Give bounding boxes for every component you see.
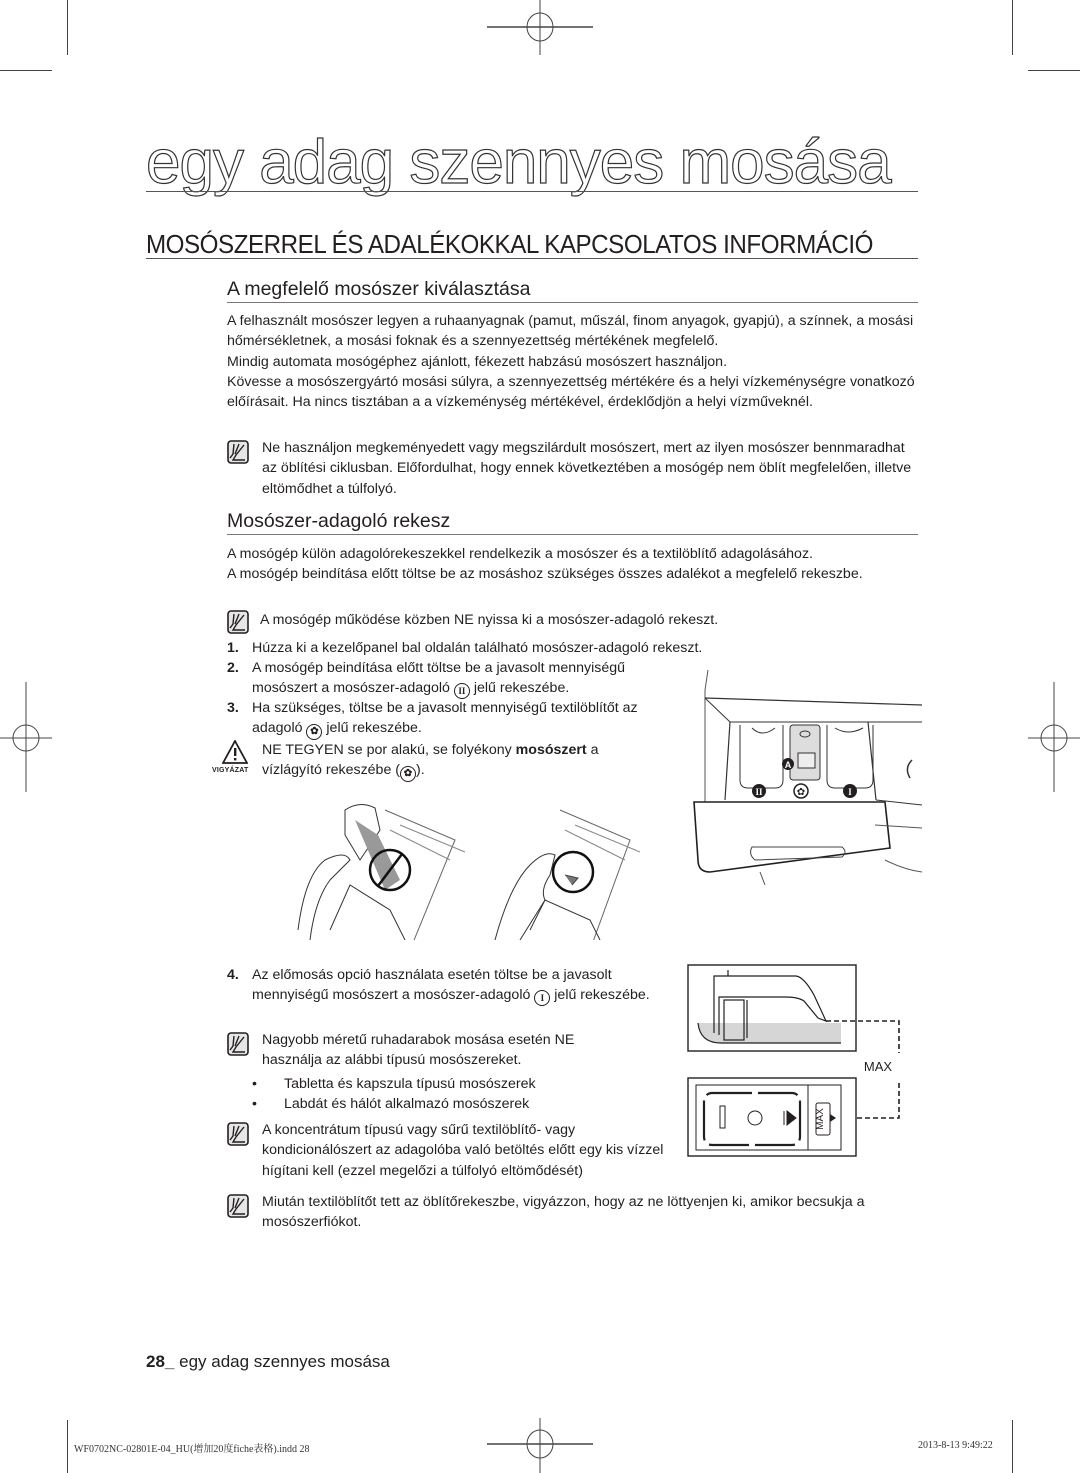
registration-mark-right (1025, 682, 1080, 792)
registration-mark-left (0, 682, 55, 792)
paragraph: A mosógép külön adagolórekeszekkel rendelkezik a mosószer és a textilöblítő adagolásához. (227, 546, 813, 562)
dispenser-drawer-illustration (690, 660, 922, 885)
note-concentrated-softener (227, 1120, 677, 1182)
caution-text-bold: mosószert (515, 742, 587, 758)
max-tag: MAX (815, 1108, 826, 1130)
caution-label: VIGYÁZAT (212, 767, 249, 774)
compartment-II-icon: II (454, 683, 470, 699)
bullet-list (252, 1074, 536, 1115)
step-text-part: jelű rekeszébe. (326, 720, 422, 737)
powder-in-softener-prohibited-illustration (290, 790, 470, 940)
subsection-heading-detergent-choice: A megfelelő mosószer kiválasztása (227, 278, 531, 300)
dispenser-text (227, 544, 927, 585)
note-large-items (227, 1030, 657, 1072)
caution-text-part: NE TEGYEN se por alakú, se folyékony (262, 742, 512, 758)
slug-file-info: WF0702NC-02801E-04_HU(增加20度fiche表格).indd 28 (74, 1444, 310, 1455)
step-text-part: Az előmosás opció használata esetén töltse be a javasolt mennyiségű mosószert a mosószer-adagoló (252, 967, 612, 1004)
step-text (252, 965, 682, 1006)
step-text (252, 658, 682, 699)
caution-block (212, 740, 692, 784)
note-softener-spill (227, 1192, 917, 1234)
softener-flower-icon: ✿ (306, 724, 322, 740)
compartment-label-i: I (848, 787, 852, 797)
caution-text (262, 740, 642, 782)
step-text-part: jelű rekeszébe. (473, 680, 570, 697)
crop-mark-top-left-v (67, 0, 68, 55)
note-text: A mosógép működése közben NE nyissa ki a mosószer-adagoló rekeszt. (260, 612, 719, 628)
note-do-not-open (227, 610, 917, 636)
paragraph: A mosógép beindítása előtt töltse be az mosáshoz szükséges összes adalékot a megfelelő rekeszbe. (227, 566, 863, 583)
footer-title: egy adag szennyes mosása (179, 1352, 390, 1371)
crop-mark-bottom-right-v (1012, 1420, 1013, 1473)
liquid-in-softener-prohibited-illustration (450, 790, 640, 940)
note-pencil-icon (227, 1032, 249, 1056)
list-item: • Labdát és hálót alkalmazó mosószerek (252, 1094, 536, 1114)
subsection-rule-2 (227, 534, 918, 535)
list-item: • Tabletta és kapszula típusú mosószerek (252, 1074, 536, 1094)
note-pencil-icon (227, 440, 249, 464)
page-footer (146, 1352, 390, 1372)
crop-mark-top-right-h (1028, 70, 1080, 71)
step-text: Húzza ki a kezelőpanel bal oldalán található mosószer-adagoló rekeszt. (252, 640, 703, 656)
note-pencil-icon (227, 610, 249, 634)
step-number: 2. (227, 660, 239, 676)
section-heading: MOSÓSZERREL ÉS ADALÉKOKKAL KAPCSOLATOS INFORMÁCIÓ (146, 229, 873, 259)
note-pencil-icon (227, 1122, 249, 1146)
step-text-part: Ha szükséges, töltse be a javasolt mennyiségű textilöblítőt az adagoló (252, 700, 638, 737)
subsection-rule-1 (227, 302, 918, 303)
note-text: Ne használjon megkeményedett vagy megszilárdult mosószert, mert az ilyen mosószer bennmaradhat az öblítési ciklusban. Előfordulhat, hogy ennek következtében a mosógép nem öblít megfelelően, illetve eltömődhet a túlfolyó. (262, 440, 912, 497)
note-hardened-detergent (227, 438, 917, 500)
note-pencil-icon (227, 1194, 249, 1218)
compartment-label-a: A (784, 760, 792, 770)
compartment-label-ii: II (755, 787, 763, 797)
subsection-heading-dispenser: Mosószer-adagoló rekesz (227, 510, 451, 532)
detergent-choice-text (227, 311, 942, 412)
max-label: MAX (863, 1059, 893, 1074)
crop-mark-top-left-h (0, 70, 52, 71)
compartment-I-icon: I (534, 990, 550, 1006)
paragraph: Mindig automata mosógéphez ajánlott, fékezett habzású mosószert használjon. (227, 353, 728, 370)
note-text: Miután textilöblítőt tett az öblítőrekeszbe, vigyázzon, hogy az ne löttyenjen ki, amikor becsukja a mosószerfiókot. (262, 1194, 865, 1231)
step-number: 4. (227, 967, 239, 983)
crop-mark-top-right-v (1012, 0, 1013, 55)
step-number: 3. (227, 700, 239, 716)
caution-text-part: a vízlágyító rekeszébe ( (262, 742, 599, 779)
step-number: 1. (227, 640, 239, 656)
slug-timestamp: 2013-8-13 9:49:22 (918, 1440, 993, 1451)
crop-mark-bottom-left-v (67, 1420, 68, 1473)
softener-flower-icon: ✿ (400, 766, 416, 782)
step-text (252, 698, 682, 740)
warning-triangle-icon (222, 740, 248, 764)
page-number: 28_ (146, 1352, 175, 1371)
note-text: A koncentrátum típusú vagy sűrű textilöblítő- vagy kondicionálószert az adagolóba való betöltés előtt egy kis vízzel hígítani kell (ezzel megelőzi a túlfolyó eltömődését) (262, 1122, 664, 1179)
registration-mark-top (487, 0, 593, 55)
chapter-title: egy adag szennyes mosása (146, 128, 891, 197)
paragraph: Kövesse a mosószergyártó mosási súlyra, a szennyezettség mértékére és a helyi vízkeménységre vonatkozó előírásait. Ha nincs tisztában a a vízkeménység mértékével, érdeklődjön a helyi vízműveknél. (227, 373, 915, 411)
caution-text-part: ). (416, 762, 425, 779)
paragraph: A felhasznált mosószer legyen a ruhaanyagnak (pamut, műszál, finom anyagok, gyapjú), a színnek, a mosási hőmérsékletnek, a mosási foknak és a szennyezettség mértékének megfelelő. (227, 313, 914, 350)
registration-mark-bottom (487, 1418, 593, 1473)
note-text: Nagyobb méretű ruhadarabok mosása esetén NE használja az alábbi típusú mosószereket. (262, 1032, 575, 1069)
max-level-illustration (686, 963, 916, 1158)
compartment-label-softener: ✿ (796, 787, 806, 798)
section-heading-rule (146, 258, 918, 259)
step-text-part: A mosógép beindítása előtt töltse be a javasolt mennyiségű mosószert a mosószer-adagoló (252, 660, 626, 697)
step-text-part: jelű rekeszébe. (554, 987, 650, 1004)
chapter-title-rule (146, 191, 918, 192)
